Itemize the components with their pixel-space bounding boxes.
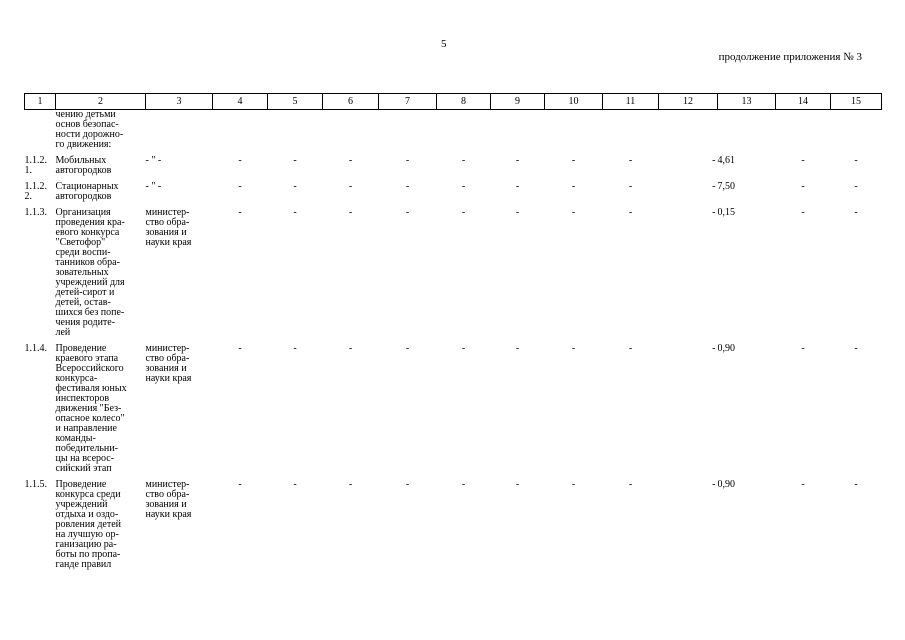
- value-cell-col-11: -: [628, 479, 633, 490]
- cell-line: науки края: [145, 237, 192, 248]
- row-number: [25, 150, 56, 176]
- cell-line: Всероссийского: [55, 363, 124, 374]
- cell-line: отдыха и оздо-: [55, 509, 119, 520]
- value-cell-col-5: -: [293, 155, 297, 166]
- value-cell-col-6: [323, 110, 379, 151]
- value-cell-col-12: -: [712, 155, 716, 166]
- value-cell-col-15: -: [854, 181, 858, 192]
- table-row: [25, 202, 882, 338]
- value-cell-col-7: [379, 110, 437, 151]
- value-cell-col-8: -: [461, 479, 466, 490]
- cell-line: 1.1.3.: [24, 207, 47, 218]
- cell-line: боты по пропа-: [55, 549, 121, 560]
- value-cell-col-14: -: [801, 479, 805, 490]
- value-cell-col-12: -: [712, 343, 716, 354]
- cell-line: лей: [55, 327, 71, 338]
- value-cell-col-10: [545, 110, 603, 151]
- page-number: 5: [441, 38, 447, 50]
- row-number: [25, 176, 56, 202]
- cell-line: министер-: [145, 207, 190, 218]
- value-cell-col-9: -: [515, 181, 520, 192]
- cell-line: конкурса-: [55, 373, 98, 384]
- row-number: [25, 202, 56, 338]
- responsible-executor: [146, 110, 213, 151]
- cell-line: 2.: [24, 191, 32, 202]
- cell-line: ганде правил: [55, 559, 112, 570]
- value-cell-col-12: -: [712, 207, 716, 218]
- column-header: 14: [776, 94, 831, 110]
- value-cell-col-15: [831, 110, 882, 151]
- value-cell-col-9: -: [515, 207, 520, 218]
- column-header: 13: [718, 94, 776, 110]
- cell-line: 1.1.2.: [24, 155, 47, 166]
- value-cell-col-14: -: [801, 155, 805, 166]
- column-header: 11: [603, 94, 659, 110]
- cell-line: и направление: [55, 423, 117, 434]
- value-cell-col-12: -: [712, 181, 716, 192]
- cell-line: зования и: [145, 227, 187, 238]
- cell-line: - " -: [145, 155, 162, 166]
- column-header: 15: [831, 94, 882, 110]
- value-cell-col-7: -: [405, 343, 410, 354]
- row-number: [25, 338, 56, 474]
- value-cell-col-10: -: [571, 343, 576, 354]
- table-row: [25, 176, 882, 202]
- responsible-executor: [146, 150, 213, 176]
- cell-line: зования и: [145, 363, 187, 374]
- cell-line: чению детьми: [55, 109, 116, 120]
- activity-name: [56, 202, 146, 338]
- value-cell-col-8: [437, 110, 491, 151]
- cell-line: министер-: [145, 479, 190, 490]
- cell-line: ровления детей: [55, 519, 122, 530]
- cell-line: 1.1.2.: [24, 181, 47, 192]
- value-cell-col-6: -: [348, 207, 353, 218]
- cell-line: инспекторов: [55, 393, 110, 404]
- responsible-executor: [146, 202, 213, 338]
- value-cell-col-10: -: [571, 479, 576, 490]
- value-cell-col-15: -: [854, 479, 858, 490]
- value-cell-col-5: -: [293, 181, 297, 192]
- value-cell-col-14: -: [801, 207, 805, 218]
- cell-line: 1.1.4.: [24, 343, 47, 354]
- value-cell-col-4: -: [238, 207, 242, 218]
- value-cell-col-7: -: [405, 479, 410, 490]
- value-cell-col-10: -: [571, 181, 576, 192]
- cell-line: го движения:: [55, 139, 112, 150]
- cell-line: детей-сирот и: [55, 287, 115, 298]
- cell-line: "Светофор": [55, 237, 106, 248]
- value-cell-col-14: [776, 110, 831, 151]
- column-header: 4: [213, 94, 268, 110]
- cell-line: чения родите-: [55, 317, 116, 328]
- cell-line: краевого этапа: [55, 353, 119, 364]
- cell-line: цы на всерос-: [55, 453, 115, 464]
- cell-line: зовательных: [55, 267, 109, 278]
- cell-line: 1.1.5.: [24, 479, 47, 490]
- value-cell-col-6: -: [348, 155, 353, 166]
- value-cell-col-13: 7,50: [717, 181, 735, 192]
- value-cell-col-9: -: [515, 343, 520, 354]
- activity-name: [56, 338, 146, 474]
- value-cell-col-12: -: [712, 479, 716, 490]
- column-header: 6: [323, 94, 379, 110]
- value-cell-col-11: -: [628, 155, 633, 166]
- value-cell-col-15: -: [854, 343, 858, 354]
- cell-line: учреждений: [55, 499, 108, 510]
- column-header: 3: [146, 94, 213, 110]
- cell-line: ство обра-: [145, 353, 190, 364]
- activity-name: [56, 474, 146, 570]
- value-cell-col-13: 0,15: [717, 207, 735, 218]
- activity-name: [56, 176, 146, 202]
- value-cell-col-15: -: [854, 155, 858, 166]
- activity-name: [56, 110, 146, 151]
- value-cell-col-14: -: [801, 181, 805, 192]
- cell-line: 1.: [24, 165, 32, 176]
- cell-line: детей, остав-: [55, 297, 111, 308]
- value-cell-col-7: -: [405, 155, 410, 166]
- value-cell-col-6: -: [348, 343, 353, 354]
- column-header: 9: [491, 94, 545, 110]
- cell-line: Мобильных: [55, 155, 107, 166]
- value-cell-col-14: -: [801, 343, 805, 354]
- column-header: 8: [437, 94, 491, 110]
- cell-line: - " -: [145, 181, 162, 192]
- cell-line: науки края: [145, 509, 192, 520]
- value-cell-col-8: -: [461, 181, 466, 192]
- cell-line: команды-: [55, 433, 96, 444]
- cell-line: зования и: [145, 499, 187, 510]
- table-row: [25, 338, 882, 474]
- value-cell-col-12: [659, 110, 718, 151]
- cell-line: опасное колесо": [55, 413, 125, 424]
- cell-line: евого конкурса: [55, 227, 120, 238]
- row-number: [25, 474, 56, 570]
- value-cell-col-6: -: [348, 181, 353, 192]
- cell-line: шихся без попе-: [55, 307, 125, 318]
- value-cell-col-5: [268, 110, 323, 151]
- value-cell-col-11: [603, 110, 659, 151]
- column-header: 10: [545, 94, 603, 110]
- cell-line: автогородков: [55, 191, 112, 202]
- value-cell-col-11: -: [628, 343, 633, 354]
- cell-line: проведения кра-: [55, 217, 125, 228]
- value-cell-col-4: -: [238, 155, 242, 166]
- column-header: 2: [56, 94, 146, 110]
- cell-line: основ безопас-: [55, 119, 119, 130]
- cell-line: Стационарных: [55, 181, 119, 192]
- column-header: 1: [25, 94, 56, 110]
- cell-line: науки края: [145, 373, 192, 384]
- value-cell-col-8: -: [461, 343, 466, 354]
- value-cell-col-6: -: [348, 479, 353, 490]
- cell-line: на лучшую ор-: [55, 529, 119, 540]
- table-row: [25, 110, 882, 151]
- column-header: 5: [268, 94, 323, 110]
- value-cell-col-13: 4,61: [717, 155, 735, 166]
- value-cell-col-9: [491, 110, 545, 151]
- value-cell-col-5: -: [293, 343, 297, 354]
- row-number: [25, 110, 56, 151]
- cell-line: танников обра-: [55, 257, 120, 268]
- cell-line: Проведение: [55, 343, 107, 354]
- cell-line: ганизацию ра-: [55, 539, 117, 550]
- value-cell-col-5: -: [293, 479, 297, 490]
- table-header: [25, 94, 882, 110]
- cell-line: ство обра-: [145, 489, 190, 500]
- table-row: [25, 150, 882, 176]
- column-header: 7: [379, 94, 437, 110]
- value-cell-col-13: 0,90: [717, 343, 735, 354]
- cell-line: победительни-: [55, 443, 118, 454]
- cell-line: автогородков: [55, 165, 112, 176]
- value-cell-col-8: -: [461, 207, 466, 218]
- cell-line: среди воспи-: [55, 247, 111, 258]
- column-header: 12: [659, 94, 718, 110]
- cell-line: министер-: [145, 343, 190, 354]
- value-cell-col-5: -: [293, 207, 297, 218]
- value-cell-col-4: [213, 110, 268, 151]
- cell-line: ство обра-: [145, 217, 190, 228]
- cell-line: учреждений для: [55, 277, 125, 288]
- cell-line: фестиваля юных: [55, 383, 127, 394]
- value-cell-col-7: -: [405, 181, 410, 192]
- value-cell-col-15: -: [854, 207, 858, 218]
- activity-name: [56, 150, 146, 176]
- value-cell-col-4: -: [238, 181, 242, 192]
- value-cell-col-13: [718, 110, 776, 151]
- responsible-executor: [146, 338, 213, 474]
- value-cell-col-7: -: [405, 207, 410, 218]
- table-row: [25, 474, 882, 570]
- value-cell-col-13: 0,90: [717, 479, 735, 490]
- appendix-table: [24, 93, 882, 570]
- value-cell-col-4: -: [238, 479, 242, 490]
- cell-line: Проведение: [55, 479, 107, 490]
- cell-line: Организация: [55, 207, 111, 218]
- value-cell-col-9: -: [515, 155, 520, 166]
- cell-line: конкурса среди: [55, 489, 121, 500]
- value-cell-col-9: -: [515, 479, 520, 490]
- responsible-executor: [146, 474, 213, 570]
- value-cell-col-8: -: [461, 155, 466, 166]
- value-cell-col-4: -: [238, 343, 242, 354]
- value-cell-col-11: -: [628, 207, 633, 218]
- cell-line: ности дорожно-: [55, 129, 124, 140]
- responsible-executor: [146, 176, 213, 202]
- value-cell-col-10: -: [571, 207, 576, 218]
- cell-line: сийский этап: [55, 463, 112, 474]
- cell-line: движения "Без-: [55, 403, 122, 414]
- table-body: [25, 110, 882, 571]
- continuation-label: продолжение приложения № 3: [718, 51, 862, 63]
- value-cell-col-10: -: [571, 155, 576, 166]
- value-cell-col-11: -: [628, 181, 633, 192]
